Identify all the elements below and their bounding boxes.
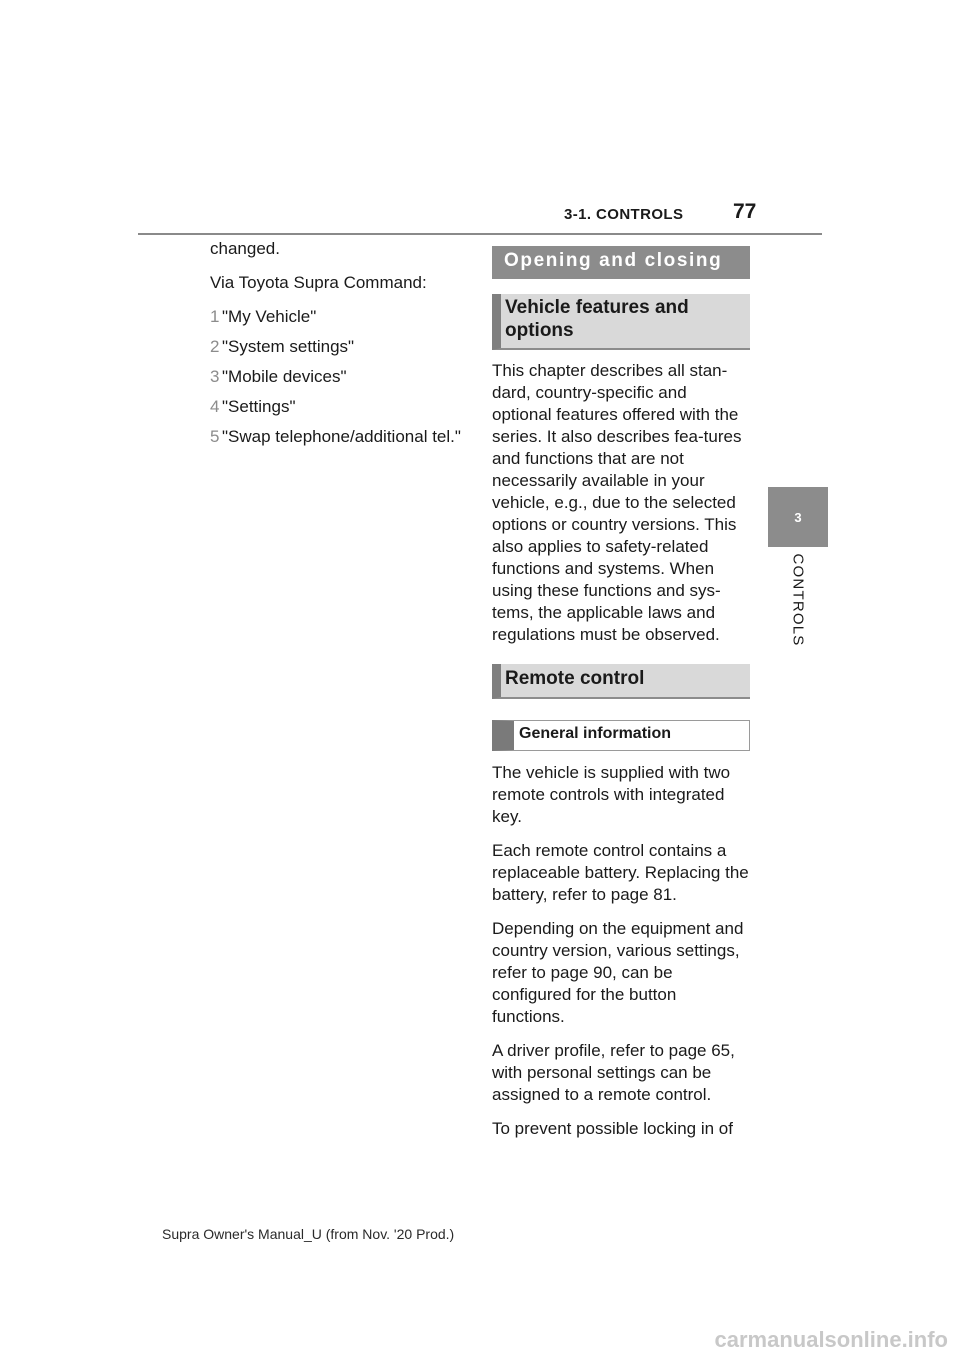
header-rule (138, 233, 822, 235)
chapter-side-label: CONTROLS (789, 553, 807, 647)
step-item (210, 306, 470, 328)
step-list (210, 306, 470, 448)
intro-text: changed. (210, 239, 280, 258)
paragraph: A driver profile, refer to page 65, with personal settings can be assigned to a remote control. (492, 1041, 735, 1104)
heading-opening-closing: Opening and closing (492, 246, 750, 279)
step-text: "Mobile devices" (222, 367, 347, 386)
step-item (210, 336, 470, 358)
step-item (210, 426, 470, 448)
step-number: 4 (210, 397, 220, 416)
paragraph: Depending on the equipment and country version, various settings, refer to page 90, can be configured for the button functions. (492, 919, 744, 1026)
paragraph: To prevent possible locking in of (492, 1119, 733, 1138)
footer-text: Supra Owner's Manual_U (from Nov. '20 Prod.) (162, 1226, 455, 1242)
via-text: Via Toyota Supra Command: (210, 273, 427, 292)
step-number: 1 (210, 307, 220, 326)
step-number: 5 (210, 427, 220, 446)
chapter-tab: 3 (768, 487, 828, 547)
step-item (210, 396, 470, 418)
heading-vehicle-features: Vehicle features and options (492, 294, 750, 350)
heading-general-information: General information (492, 720, 750, 751)
step-text: "System settings" (222, 337, 355, 356)
step-text: "Settings" (222, 397, 296, 416)
watermark: carmanualsonline.info (714, 1327, 948, 1352)
step-text: "Swap telephone/additional tel." (222, 427, 461, 446)
section-title: 3-1. CONTROLS (564, 206, 684, 223)
right-column (492, 246, 750, 1152)
step-number: 2 (210, 337, 220, 356)
left-column (210, 238, 470, 456)
vehicle-features-paragraph: This chapter describes all stan-dard, country-specific and optional features offered with the series. It also describes fea-tures and functions that are not necessarily available in your vehicle, e.g., due to the selected options or country versions. This also applies to safety-related functions and systems. When using these functions and sys-tems, the applicable laws and regulations must be observed. (492, 361, 742, 644)
heading-remote-control: Remote control (492, 664, 750, 699)
step-text: "My Vehicle" (222, 307, 317, 326)
page-number: 77 (733, 200, 757, 223)
paragraph: Each remote control contains a replaceable battery. Replacing the battery, refer to page 81. (492, 841, 749, 904)
step-item (210, 366, 470, 388)
step-number: 3 (210, 367, 220, 386)
paragraph: The vehicle is supplied with two remote controls with integrated key. (492, 763, 731, 826)
